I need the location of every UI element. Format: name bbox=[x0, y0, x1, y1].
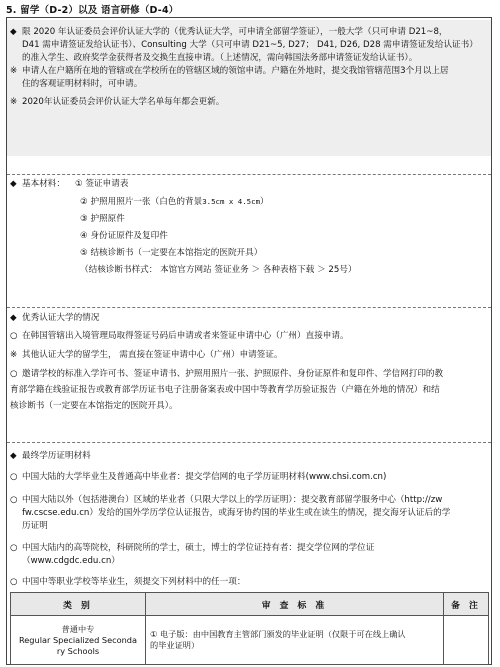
diamond-bullet-icon: ◆ bbox=[10, 313, 17, 323]
degree-holder-line-2: （www.cdgdc.edu.cn） bbox=[22, 556, 120, 566]
section-eligibility bbox=[7, 20, 491, 156]
note-mark-icon: ※ bbox=[10, 97, 18, 107]
category-cn: 普通中专 bbox=[61, 623, 95, 634]
header-standard: 审 查 标 准 bbox=[146, 593, 444, 616]
overseas-graduate-line-1: ○ 中国大陆以外（包括港澳台）区域的毕业者（只限大学以上的学历证明）：提交教育部留学服务中心（http://zw bbox=[10, 495, 443, 505]
mainland-graduate-rule: ○ 中国大陆的大学毕业生及普通高中毕业者：提交学信网的电子学历证明材料(www.chsi.com.cn) bbox=[10, 472, 387, 482]
section-basic-materials bbox=[7, 178, 491, 303]
material-passport: ③ 护照原件 bbox=[80, 214, 125, 224]
section-divider bbox=[7, 307, 491, 308]
material-id-card: ④ 身份证原件及复印件 bbox=[80, 231, 168, 241]
header-category: 类 别 bbox=[11, 593, 146, 616]
circle-bullet-icon: ○ bbox=[10, 577, 18, 587]
invitation-materials-line-1: ○ 邀请学校的标准入学许可书、签证申请书、护照用照片一张、护照原件、身份证原件和复印件、学信网打印的教 bbox=[10, 369, 444, 379]
degree-holder-line-1: ○ 中国大陆内的高等院校，科研院所的学士，硕士，博士的学位证持有者：提交学位网的学位证 bbox=[10, 543, 375, 553]
list-update-note: ※ 2020年认证委员会评价认证大学名单每年都会更新。 bbox=[10, 97, 225, 107]
diamond-bullet-icon: ◆ bbox=[10, 179, 17, 189]
table-row bbox=[11, 616, 489, 665]
content-frame bbox=[6, 17, 492, 665]
standard-line-1: ① 电子版：由中国教育主管部门颁发的毕业证明（仅限于可在线上确认 bbox=[150, 629, 406, 639]
application-location-line-1: ※ 申请人在户籍所在地的管辖或在学校所在的管辖区域的领馆申请。户籍在外地时，提交我馆管辖范围3个月以上居 bbox=[10, 66, 449, 76]
overseas-graduate-line-3: 历证明 bbox=[22, 521, 48, 531]
circle-bullet-icon: ○ bbox=[10, 331, 18, 341]
note-mark-icon: ※ bbox=[10, 66, 18, 76]
category-cell bbox=[11, 616, 146, 665]
section-divider bbox=[7, 174, 491, 175]
note-cell bbox=[444, 616, 489, 665]
standard-cell bbox=[146, 616, 444, 665]
overseas-graduate-line-2: fw.cscse.edu.cn）发给的国外学历学位认证报告，或海牙协约国的毕业生或在读生的情况，提交海牙认证后的学 bbox=[22, 508, 451, 518]
eligibility-line-1: ◆ 限 2020 年认证委员会评价认证大学的（优秀认证大学，可申请全部留学签证），一般大学（只可申请 D21~8， bbox=[10, 27, 448, 37]
excellent-university-heading: ◆ 优秀认证大学的情况 bbox=[10, 313, 100, 323]
header-note: 备 注 bbox=[444, 593, 489, 616]
material-tb-certificate: ⑤ 结核诊断书（一定要在本馆指定的医院开具） bbox=[80, 248, 263, 258]
page-title: 5. 留学（D-2）以及 语言研修（D-4） bbox=[6, 5, 179, 16]
excellent-university-rule: ○ 在韩国管辖出入境管理局取得签证号码后申请或者来签证申请中心（广州）直接申请。 bbox=[10, 331, 349, 341]
table-header-row bbox=[11, 593, 489, 616]
circle-bullet-icon: ○ bbox=[10, 495, 18, 505]
tb-certificate-sample-note: （结核诊断书样式： 本馆官方网站 签证业务 ＞ 各种表格下载 ＞ 25号） bbox=[80, 265, 357, 275]
circle-bullet-icon: ○ bbox=[10, 369, 18, 379]
material-photo: ② 护照用照片一张（白色的背景3.5cm x 4.5cm） bbox=[80, 197, 269, 207]
section-excellent-university bbox=[7, 312, 491, 437]
category-en-line-1: Regular Specialized Seconda bbox=[18, 634, 138, 645]
section-divider bbox=[7, 442, 491, 443]
note-mark-icon: ※ bbox=[10, 350, 18, 360]
other-university-rule: ※ 其他认证大学的留学生， 需直接在签证申请中心（广州）申请签证。 bbox=[10, 350, 283, 360]
basic-materials-heading: ◆ 基本材料： ① 签证申请表 bbox=[10, 179, 129, 189]
diamond-bullet-icon: ◆ bbox=[10, 451, 17, 461]
vocational-requirements-table bbox=[10, 592, 489, 665]
eligibility-line-3: 的准入学生、政府奖学金获得者及交换生直接申请。（上述情况，需向韩国法务部申请签证发给认证书）。 bbox=[22, 53, 418, 63]
diamond-bullet-icon: ◆ bbox=[10, 27, 17, 37]
standard-line-2: 的毕业证明） bbox=[150, 640, 200, 650]
invitation-materials-line-2: 育部学籍在线验证报告或教育部学历证书电子注册备案表或中国中等教育学历验证报告（户籍在外地的情况）和结 bbox=[10, 385, 440, 395]
category-en-line-2: ry Schools bbox=[56, 645, 100, 656]
eligibility-line-2: D41 需申请签证发给认证书）、Consulting 大学（只可申请 D21~5, D27； D41, D26, D28 需申请签证发给认证书） bbox=[22, 40, 478, 50]
education-proof-heading: ◆ 最终学历证明材料 bbox=[10, 451, 91, 461]
circle-bullet-icon: ○ bbox=[10, 543, 18, 553]
section-education-proof bbox=[7, 450, 491, 590]
application-location-line-2: 住的客观证明材料时，可申请。 bbox=[22, 79, 143, 89]
invitation-materials-line-3: 核诊断书（一定要在本馆指定的医院开具）。 bbox=[10, 401, 178, 411]
vocational-graduate-rule: ○ 中国中等职业学校等毕业生，须提交下列材料中的任一项： bbox=[10, 577, 246, 587]
circle-bullet-icon: ○ bbox=[10, 472, 18, 482]
